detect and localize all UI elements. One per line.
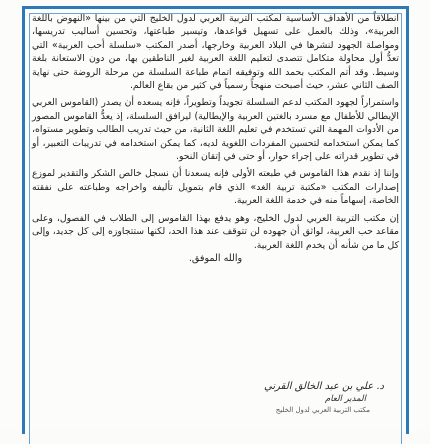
signature-title: المدير العام (325, 394, 366, 404)
document-body (32, 12, 399, 265)
signature-block (264, 381, 384, 414)
signature-extra: مكتب التربية العربي لدول الخليج (275, 406, 370, 414)
paragraph-3: وإننا إذ نقدم هذا القاموس في طبعته الأولى فإنه يسعدنا أن نسجل خالص الشكر والتقدير لموزع إصدارات المكتب «مكتبة تربية الغد» الذي قام بتمويل تأليفه واخراجه وطباعته على نفقته الخاصة، إسهاماً منه في خدمة اللغة العربية. (32, 168, 399, 207)
signature-name: د. علي بن عبد الخالق القرني (264, 381, 384, 392)
paragraph-2: واستمراراً لجهود المكتب لدعم السلسلة تجويداً وتطويراً، فإنه يسعده أن يصدر (القاموس العربي الإيطالي للأطفال مع مسرد بالغتين العربية والإيطالية) ليرافق السلسلة، إذ يعدُّ القاموس المصور من الأدوات المهمة التي تستخدم في تعليم اللغة الثانية، من حيث تدريب الطالب وتطوير مستواه، كما يمكن استخدامه لتحسين المفردات اللغوية لديه، كما يمكن استخدامه في تدريبات التعبير، أو في تطوير قدراته على إجراء حوار، أو حتى في إتقان النحو. (32, 97, 399, 163)
paragraph-1: انطلاقاً من الأهداف الأساسية لمكتب التربية العربي لدول الخليج التي من بينها «النهوض باللغة العربية»، وذلك بالعمل على تسهيل قواعدها، وتيسير طباعتها، وتحسين أساليب تدريسها، ومواصلة الجهود لنشرها في البلاد العربية وخارجها، أصدر المكتب «سلسلة أحب العربية» التي تعدُّ أول محاولة متكامل تتصدى لتعليم اللغة العربية لغير الناطقين بها، من دون الاستعانة بلغة وسيط. وقد أتم المكتب بحمد الله وتوفيقه اتمام طباعة السلسلة من مرحلة الروضة حتى نهاية الصف الثاني عشر، حيث أصبحت منهجاً رسمياً في كثير من بقاع العالم. (32, 13, 399, 92)
paragraph-4: إن مكتب التربية العربي لدول الخليج، وهو يدفع بهذا القاموس إلى الطلاب في الفصول، وعلى مقاعد حب العربية، لواثق أن جهوده لن تتوقف عند هذا الحد، لكنها ستتجاوزه إلى كل جديد، وإلى كل ما من شأنه أن يخدم اللغة العربية. (32, 212, 399, 251)
closing-line: والله الموفق. (188, 252, 243, 264)
